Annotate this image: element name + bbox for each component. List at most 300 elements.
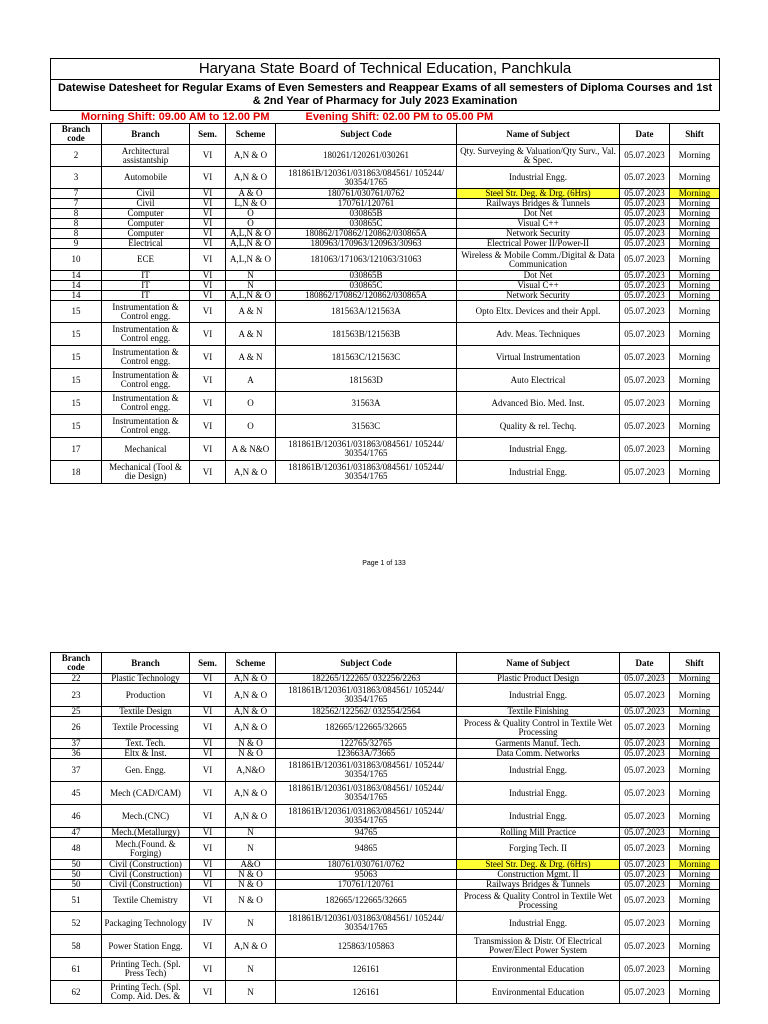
sem-cell: VI	[190, 323, 226, 346]
branch-cell: Civil	[102, 199, 190, 209]
subject-code-cell: 181861B/120361/031863/084561/ 105244/ 30354/1765	[276, 805, 457, 828]
branch-code-cell: 14	[51, 291, 102, 301]
subject-code-cell: 181861B/120361/031863/084561/ 105244/ 30354/1765	[276, 438, 457, 461]
shift-cell: Morning	[670, 981, 720, 1004]
table-row	[51, 674, 720, 684]
table-row	[51, 707, 720, 717]
subject-name-cell: Advanced Bio. Med. Inst.	[457, 392, 620, 415]
branch-code-cell: 62	[51, 981, 102, 1004]
branch-cell: Mech (CAD/CAM)	[102, 782, 190, 805]
branch-cell: Mechanical	[102, 438, 190, 461]
shift-cell: Morning	[670, 415, 720, 438]
scheme-cell: O	[226, 219, 276, 229]
subject-code-cell: 181563B/121563B	[276, 323, 457, 346]
branch-cell: Computer	[102, 209, 190, 219]
scheme-cell: N	[226, 981, 276, 1004]
date-cell: 05.07.2023	[620, 167, 670, 189]
branch-cell: Production	[102, 684, 190, 707]
sem-cell: VI	[190, 782, 226, 805]
morning-shift-label: Morning Shift: 09.00 AM to 12.00 PM	[81, 111, 270, 123]
shift-cell: Morning	[670, 674, 720, 684]
subject-code-cell: 181861B/120361/031863/084561/ 105244/ 30354/1765	[276, 684, 457, 707]
subject-code-cell: 123663A/73665	[276, 749, 457, 759]
table-row	[51, 684, 720, 707]
col-header-subject-name: Name of Subject	[457, 653, 620, 674]
subject-name-cell: Auto Electrical	[457, 369, 620, 392]
shift-cell: Morning	[670, 209, 720, 219]
scheme-cell: N & O	[226, 890, 276, 912]
sem-cell: VI	[190, 880, 226, 890]
scheme-cell: N & O	[226, 870, 276, 880]
date-cell: 05.07.2023	[620, 271, 670, 281]
sem-cell: VI	[190, 739, 226, 749]
table-row	[51, 749, 720, 759]
branch-cell: Mech.(CNC)	[102, 805, 190, 828]
branch-cell: Civil (Construction)	[102, 860, 190, 870]
branch-cell: Eltx & Inst.	[102, 749, 190, 759]
branch-cell: Gen. Engg.	[102, 759, 190, 782]
shift-cell: Morning	[670, 189, 720, 199]
shift-cell: Morning	[670, 739, 720, 749]
sem-cell: VI	[190, 890, 226, 912]
subject-code-cell: 030865C	[276, 219, 457, 229]
subject-name-cell: Steel Str. Deg. & Drg. (6Hrs)	[457, 860, 620, 870]
sem-cell: VI	[190, 281, 226, 291]
sem-cell: VI	[190, 271, 226, 281]
board-title: Haryana State Board of Technical Education, Panchkula	[51, 59, 720, 80]
branch-cell: IT	[102, 281, 190, 291]
branch-cell: Mech.(Metallurgy)	[102, 828, 190, 838]
table-row	[51, 860, 720, 870]
sem-cell: VI	[190, 189, 226, 199]
shift-cell: Morning	[670, 838, 720, 860]
date-cell: 05.07.2023	[620, 838, 670, 860]
table-row	[51, 870, 720, 880]
subject-code-cell: 170761/120761	[276, 880, 457, 890]
branch-code-cell: 36	[51, 749, 102, 759]
scheme-cell: L,N & O	[226, 199, 276, 209]
scheme-cell: A,N&O	[226, 759, 276, 782]
branch-code-cell: 50	[51, 880, 102, 890]
branch-cell: Computer	[102, 229, 190, 239]
col-header-sem: Sem.	[190, 124, 226, 145]
col-header-subject-code: Subject Code	[276, 653, 457, 674]
sem-cell: VI	[190, 717, 226, 739]
subject-code-cell: 170761/120761	[276, 199, 457, 209]
shift-cell: Morning	[670, 392, 720, 415]
col-header-branch: Branch	[102, 653, 190, 674]
date-cell: 05.07.2023	[620, 239, 670, 249]
sem-cell: VI	[190, 199, 226, 209]
sem-cell: VI	[190, 759, 226, 782]
branch-code-cell: 45	[51, 782, 102, 805]
subject-code-cell: 181861B/120361/031863/084561/ 105244/ 30354/1765	[276, 167, 457, 189]
scheme-cell: A,N & O	[226, 805, 276, 828]
date-cell: 05.07.2023	[620, 674, 670, 684]
branch-code-cell: 7	[51, 199, 102, 209]
date-cell: 05.07.2023	[620, 828, 670, 838]
datesheet-subtitle: Datewise Datesheet for Regular Exams of Even Semesters and Reappear Exams of all semesters of Diploma Courses and 1st & 2nd Year of Pharmacy for July 2023 Examination	[51, 80, 720, 111]
table-row	[51, 249, 720, 271]
date-cell: 05.07.2023	[620, 749, 670, 759]
sem-cell: VI	[190, 684, 226, 707]
table-row	[51, 369, 720, 392]
subject-code-cell: 122765/32765	[276, 739, 457, 749]
subject-code-cell: 126161	[276, 958, 457, 981]
evening-shift-label: Evening Shift: 02.00 PM to 05.00 PM	[305, 111, 494, 123]
col-header-branch-code: Branch code	[51, 653, 102, 674]
subject-name-cell: Opto Eltx. Devices and their Appl.	[457, 301, 620, 323]
subject-code-cell: 180261/120261/030261	[276, 145, 457, 167]
subject-name-cell: Wireless & Mobile Comm./Digital & Data Communication	[457, 249, 620, 271]
date-cell: 05.07.2023	[620, 912, 670, 935]
branch-code-cell: 50	[51, 860, 102, 870]
sem-cell: VI	[190, 209, 226, 219]
branch-cell: Instrumentation & Control engg.	[102, 323, 190, 346]
sem-cell: VI	[190, 860, 226, 870]
scheme-cell: A & N&O	[226, 438, 276, 461]
date-cell: 05.07.2023	[620, 438, 670, 461]
scheme-cell: N & O	[226, 739, 276, 749]
date-cell: 05.07.2023	[620, 739, 670, 749]
table-row	[51, 461, 720, 484]
branch-code-cell: 10	[51, 249, 102, 271]
scheme-cell: A&O	[226, 860, 276, 870]
sem-cell: VI	[190, 870, 226, 880]
subject-code-cell: 182265/122265/ 032256/2263	[276, 674, 457, 684]
table-row	[51, 438, 720, 461]
table-row	[51, 291, 720, 301]
sem-cell: VI	[190, 291, 226, 301]
date-cell: 05.07.2023	[620, 219, 670, 229]
subject-code-cell: 180761/030761/0762	[276, 189, 457, 199]
branch-cell: ECE	[102, 249, 190, 271]
branch-cell: IT	[102, 291, 190, 301]
date-cell: 05.07.2023	[620, 935, 670, 958]
branch-cell: Computer	[102, 219, 190, 229]
branch-code-cell: 25	[51, 707, 102, 717]
scheme-cell: N	[226, 271, 276, 281]
scheme-cell: A,L,N & O	[226, 249, 276, 271]
date-cell: 05.07.2023	[620, 805, 670, 828]
table-row	[51, 323, 720, 346]
scheme-cell: A,L,N & O	[226, 291, 276, 301]
scheme-cell: A,N & O	[226, 935, 276, 958]
table-row	[51, 301, 720, 323]
col-header-branch: Branch	[102, 124, 190, 145]
branch-code-cell: 3	[51, 167, 102, 189]
subject-code-cell: 180862/170862/120862/030865A	[276, 291, 457, 301]
shift-cell: Morning	[670, 880, 720, 890]
subject-name-cell: Environmental Education	[457, 958, 620, 981]
subject-name-cell: Data Comm. Networks	[457, 749, 620, 759]
table-row	[51, 805, 720, 828]
scheme-cell: N	[226, 958, 276, 981]
subject-code-cell: 030865B	[276, 209, 457, 219]
shift-cell: Morning	[670, 828, 720, 838]
shift-cell: Morning	[670, 281, 720, 291]
sem-cell: VI	[190, 249, 226, 271]
shift-cell: Morning	[670, 805, 720, 828]
scheme-cell: A,L,N & O	[226, 239, 276, 249]
date-cell: 05.07.2023	[620, 461, 670, 484]
scheme-cell: A,N & O	[226, 717, 276, 739]
shift-cell: Morning	[670, 219, 720, 229]
branch-cell: Instrumentation & Control engg.	[102, 392, 190, 415]
branch-cell: IT	[102, 271, 190, 281]
sem-cell: VI	[190, 392, 226, 415]
branch-code-cell: 37	[51, 739, 102, 749]
subject-code-cell: 31563A	[276, 392, 457, 415]
branch-code-cell: 7	[51, 189, 102, 199]
shift-cell: Morning	[670, 438, 720, 461]
table-row	[51, 912, 720, 935]
scheme-cell: N & O	[226, 880, 276, 890]
scheme-cell: A,N & O	[226, 684, 276, 707]
shift-cell: Morning	[670, 346, 720, 369]
sem-cell: VI	[190, 301, 226, 323]
subject-name-cell: Quality & rel. Techq.	[457, 415, 620, 438]
subject-name-cell: Dot Net	[457, 271, 620, 281]
shift-cell: Morning	[670, 717, 720, 739]
subject-code-cell: 182665/122665/32665	[276, 717, 457, 739]
table-row	[51, 958, 720, 981]
subject-name-cell: Rolling Mill Practice	[457, 828, 620, 838]
date-cell: 05.07.2023	[620, 209, 670, 219]
subject-name-cell: Visual C++	[457, 219, 620, 229]
scheme-cell: N	[226, 912, 276, 935]
subject-name-cell: Industrial Engg.	[457, 684, 620, 707]
subject-name-cell: Textile Finishing	[457, 707, 620, 717]
branch-code-cell: 15	[51, 301, 102, 323]
scheme-cell: N	[226, 838, 276, 860]
table-row	[51, 392, 720, 415]
subject-name-cell: Electrical Power II/Power-II	[457, 239, 620, 249]
scheme-cell: A,N & O	[226, 461, 276, 484]
date-cell: 05.07.2023	[620, 323, 670, 346]
shift-cell: Morning	[670, 145, 720, 167]
subject-code-cell: 126161	[276, 981, 457, 1004]
subject-name-cell: Adv. Meas. Techniques	[457, 323, 620, 346]
datesheet-table-page-2	[50, 652, 720, 1004]
branch-code-cell: 15	[51, 346, 102, 369]
shift-cell: Morning	[670, 167, 720, 189]
shift-cell: Morning	[670, 749, 720, 759]
scheme-cell: N	[226, 281, 276, 291]
table-row	[51, 281, 720, 291]
table-row	[51, 981, 720, 1004]
branch-cell: Mech.(Found. & Forging)	[102, 838, 190, 860]
scheme-cell: O	[226, 415, 276, 438]
subject-code-cell: 125863/105863	[276, 935, 457, 958]
sem-cell: VI	[190, 167, 226, 189]
sem-cell: VI	[190, 749, 226, 759]
date-cell: 05.07.2023	[620, 958, 670, 981]
date-cell: 05.07.2023	[620, 301, 670, 323]
sem-cell: VI	[190, 461, 226, 484]
date-cell: 05.07.2023	[620, 707, 670, 717]
branch-cell: Civil (Construction)	[102, 870, 190, 880]
table-row	[51, 271, 720, 281]
branch-cell: Packaging Technology	[102, 912, 190, 935]
table-row	[51, 717, 720, 739]
date-cell: 05.07.2023	[620, 189, 670, 199]
sem-cell: VI	[190, 981, 226, 1004]
table-row	[51, 199, 720, 209]
subject-code-cell: 181563D	[276, 369, 457, 392]
shift-cell: Morning	[670, 271, 720, 281]
branch-cell: Automobile	[102, 167, 190, 189]
shift-cell: Morning	[670, 291, 720, 301]
branch-cell: Mechanical (Tool & die Design)	[102, 461, 190, 484]
table-row	[51, 219, 720, 229]
table-row	[51, 346, 720, 369]
date-cell: 05.07.2023	[620, 229, 670, 239]
table-row	[51, 759, 720, 782]
date-cell: 05.07.2023	[620, 759, 670, 782]
subject-name-cell: Transmission & Distr. Of Electrical Power/Elect Power System	[457, 935, 620, 958]
subject-code-cell: 94765	[276, 828, 457, 838]
scheme-cell: O	[226, 209, 276, 219]
branch-code-cell: 8	[51, 219, 102, 229]
subject-name-cell: Virtual Instrumentation	[457, 346, 620, 369]
branch-code-cell: 15	[51, 323, 102, 346]
branch-code-cell: 52	[51, 912, 102, 935]
subject-name-cell: Railways Bridges & Tunnels	[457, 199, 620, 209]
shift-cell: Morning	[670, 461, 720, 484]
subject-code-cell: 31563C	[276, 415, 457, 438]
branch-cell: Plastic Technology	[102, 674, 190, 684]
subject-name-cell: Industrial Engg.	[457, 167, 620, 189]
shift-cell: Morning	[670, 958, 720, 981]
subject-code-cell: 95063	[276, 870, 457, 880]
branch-cell: Civil (Construction)	[102, 880, 190, 890]
branch-code-cell: 17	[51, 438, 102, 461]
branch-code-cell: 47	[51, 828, 102, 838]
branch-code-cell: 23	[51, 684, 102, 707]
col-header-date: Date	[620, 653, 670, 674]
branch-cell: Textile Processing	[102, 717, 190, 739]
scheme-cell: A,N & O	[226, 674, 276, 684]
table-row	[51, 239, 720, 249]
scheme-cell: A,N & O	[226, 782, 276, 805]
table-row	[51, 739, 720, 749]
branch-cell: Architectural assistantship	[102, 145, 190, 167]
branch-cell: Instrumentation & Control engg.	[102, 415, 190, 438]
date-cell: 05.07.2023	[620, 346, 670, 369]
scheme-cell: A,L,N & O	[226, 229, 276, 239]
date-cell: 05.07.2023	[620, 860, 670, 870]
subject-name-cell: Process & Quality Control in Textile Wet Processing	[457, 717, 620, 739]
subject-code-cell: 181861B/120361/031863/084561/ 105244/ 30354/1765	[276, 461, 457, 484]
subject-code-cell: 181861B/120361/031863/084561/ 105244/ 30354/1765	[276, 782, 457, 805]
branch-code-cell: 61	[51, 958, 102, 981]
subject-name-cell: Railways Bridges & Tunnels	[457, 880, 620, 890]
subject-code-cell: 181563C/121563C	[276, 346, 457, 369]
shift-cell: Morning	[670, 870, 720, 880]
table-row	[51, 167, 720, 189]
shift-cell: Morning	[670, 684, 720, 707]
date-cell: 05.07.2023	[620, 392, 670, 415]
shift-cell: Morning	[670, 890, 720, 912]
sem-cell: VI	[190, 346, 226, 369]
shift-cell: Morning	[670, 323, 720, 346]
scheme-cell: A	[226, 369, 276, 392]
col-header-subject-code: Subject Code	[276, 124, 457, 145]
branch-cell: Instrumentation & Control engg.	[102, 301, 190, 323]
shift-cell: Morning	[670, 301, 720, 323]
column-header-row	[51, 653, 720, 674]
sem-cell: VI	[190, 239, 226, 249]
subject-name-cell: Construction Mgmt. II	[457, 870, 620, 880]
branch-code-cell: 15	[51, 369, 102, 392]
table-row	[51, 890, 720, 912]
sem-cell: VI	[190, 415, 226, 438]
scheme-cell: A & N	[226, 323, 276, 346]
datesheet-page-2	[50, 652, 719, 1004]
sem-cell: VI	[190, 438, 226, 461]
branch-code-cell: 37	[51, 759, 102, 782]
subject-code-cell: 94865	[276, 838, 457, 860]
branch-code-cell: 18	[51, 461, 102, 484]
col-header-shift: Shift	[670, 653, 720, 674]
branch-code-cell: 58	[51, 935, 102, 958]
subject-name-cell: Industrial Engg.	[457, 461, 620, 484]
col-header-scheme: Scheme	[226, 653, 276, 674]
subject-code-cell: 182562/122562/ 032554/2564	[276, 707, 457, 717]
subject-code-cell: 181063/171063/121063/31063	[276, 249, 457, 271]
shift-cell: Morning	[670, 912, 720, 935]
subject-name-cell: Visual C++	[457, 281, 620, 291]
date-cell: 05.07.2023	[620, 249, 670, 271]
date-cell: 05.07.2023	[620, 870, 670, 880]
subject-code-cell: 181861B/120361/031863/084561/ 105244/ 30354/1765	[276, 912, 457, 935]
branch-code-cell: 14	[51, 281, 102, 291]
date-cell: 05.07.2023	[620, 145, 670, 167]
sem-cell: VI	[190, 707, 226, 717]
table-row	[51, 209, 720, 219]
sem-cell: IV	[190, 912, 226, 935]
shift-cell: Morning	[670, 759, 720, 782]
shift-cell: Morning	[670, 199, 720, 209]
datesheet-page-1	[50, 58, 719, 484]
date-cell: 05.07.2023	[620, 291, 670, 301]
subject-name-cell: Garments Manuf. Tech.	[457, 739, 620, 749]
table-row	[51, 828, 720, 838]
shift-cell: Morning	[670, 707, 720, 717]
col-header-shift: Shift	[670, 124, 720, 145]
shift-cell: Morning	[670, 229, 720, 239]
sem-cell: VI	[190, 229, 226, 239]
branch-code-cell: 9	[51, 239, 102, 249]
table-row	[51, 782, 720, 805]
date-cell: 05.07.2023	[620, 717, 670, 739]
subject-name-cell: Process & Quality Control in Textile Wet Processing	[457, 890, 620, 912]
scheme-cell: N	[226, 828, 276, 838]
subject-code-cell: 180963/170963/120963/30963	[276, 239, 457, 249]
subject-name-cell: Environmental Education	[457, 981, 620, 1004]
scheme-cell: N & O	[226, 749, 276, 759]
subject-name-cell: Industrial Engg.	[457, 438, 620, 461]
branch-code-cell: 22	[51, 674, 102, 684]
branch-cell: Electrical	[102, 239, 190, 249]
shift-cell: Morning	[670, 935, 720, 958]
branch-code-cell: 15	[51, 415, 102, 438]
date-cell: 05.07.2023	[620, 281, 670, 291]
branch-code-cell: 48	[51, 838, 102, 860]
branch-cell: Printing Tech. (Spl. Comp. Aid. Des. &	[102, 981, 190, 1004]
subject-name-cell: Industrial Engg.	[457, 782, 620, 805]
